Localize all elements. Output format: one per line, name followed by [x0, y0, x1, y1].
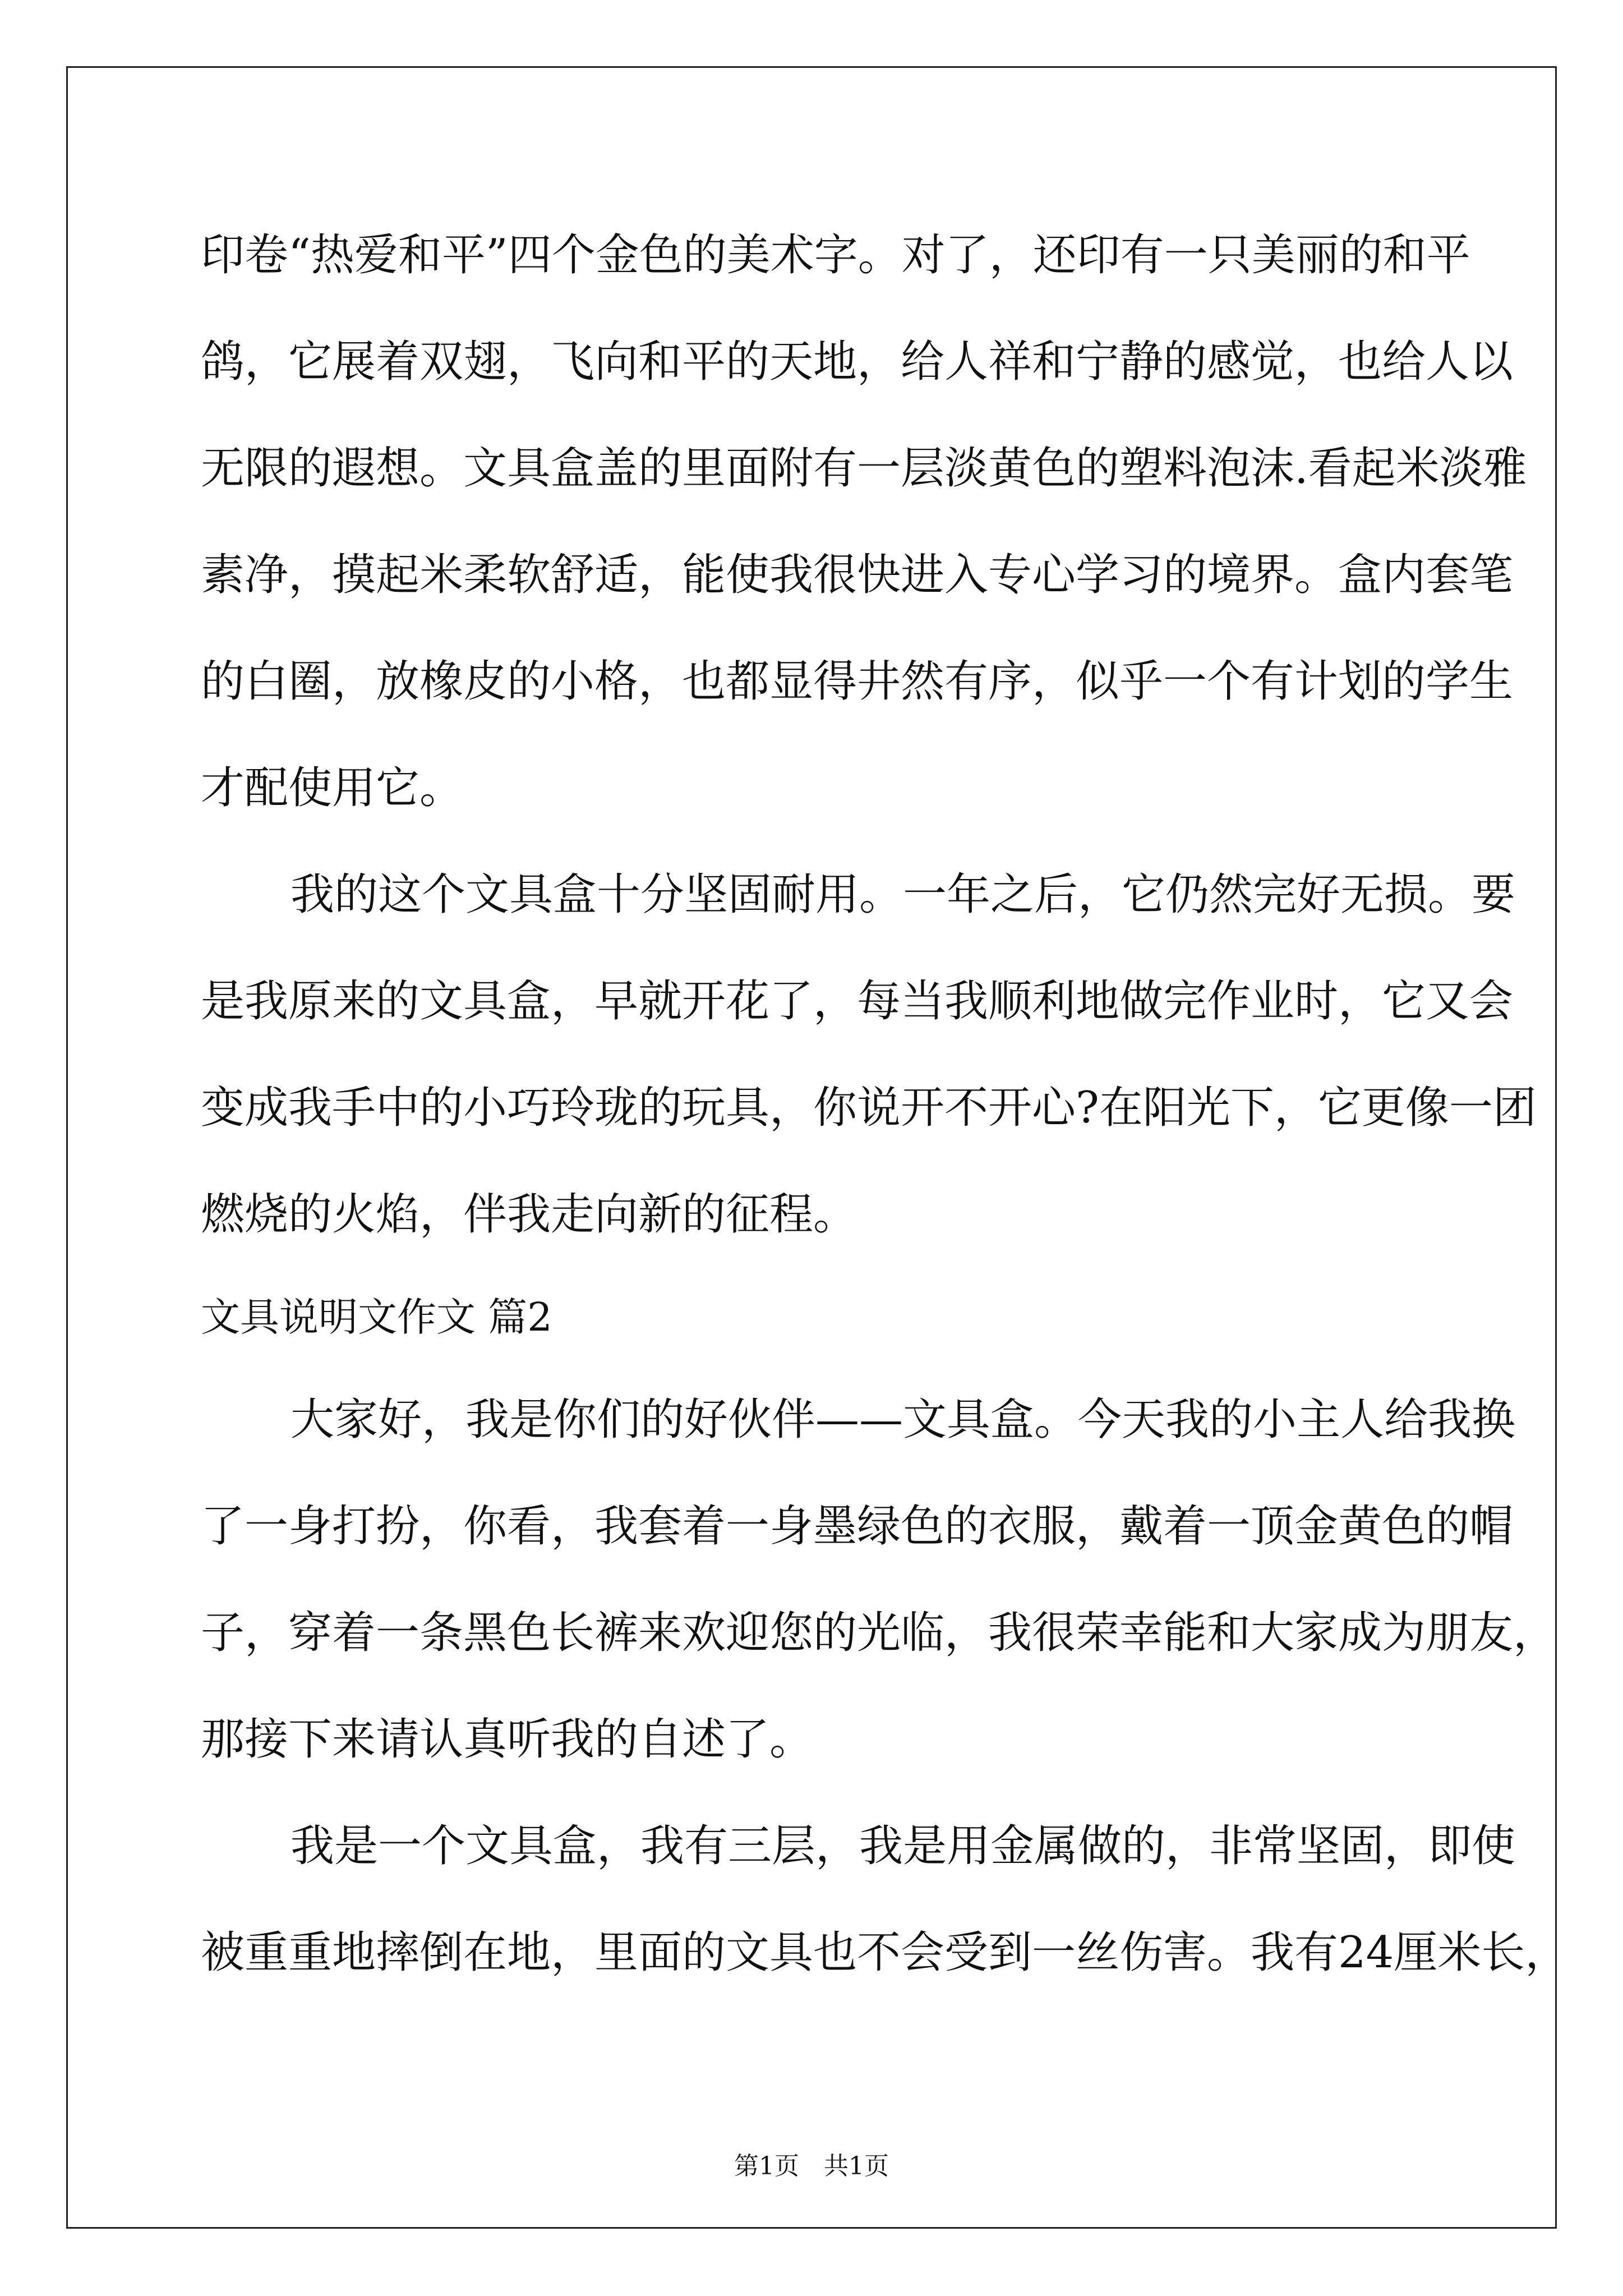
text-line: 鸽，它展着双翅，飞向和平的天地，给人祥和宁静的感觉，也给人以: [201, 337, 1514, 387]
paragraph: [201, 1366, 1557, 1793]
paragraph: [201, 202, 1527, 841]
text-line: 变成我手中的小巧玲珑的玩具，你说开不开心?在阳光下，它更像一团: [201, 1083, 1537, 1133]
page-footer: 第1页 共1页: [734, 2152, 889, 2180]
text-line: 无限的遐想。文具盒盖的里面附有一层淡黄色的塑料泡沫.看起米淡雅: [201, 443, 1527, 494]
text-line: 的白圈，放橡皮的小格，也都显得井然有序，似乎一个有计划的学生: [201, 656, 1514, 707]
document-body: [201, 202, 1569, 2006]
text-line: 子，穿着一条黑色长裤来欢迎您的光临，我很荣幸能和大家成为朋友，: [201, 1608, 1557, 1658]
text-line: 我的这个文具盒十分坚固耐用。一年之后，它仍然完好无损。要: [291, 869, 1516, 920]
section-heading: [201, 1268, 1429, 1366]
text-line: 被重重地摔倒在地，里面的文具也不会受到一丝伤害。我有24厘米长，: [201, 1927, 1569, 1978]
text-line: 燃烧的火焰，伴我走向新的征程。: [201, 1189, 857, 1240]
text-line: 那接下来请认真听我的自述了。: [201, 1714, 814, 1765]
text-line: 印卷“热爱和平”四个金色的美术字。对了，还印有一只美丽的和平: [201, 230, 1470, 280]
text-line: 是我原来的文具盒，早就开花了，每当我顺利地做完作业时，它又会: [201, 976, 1514, 1027]
paragraph: [201, 841, 1537, 1268]
heading-text: 文具说明文作文 篇2: [201, 1294, 552, 1340]
text-line: 才配使用它。: [201, 763, 464, 813]
text-line: 素净，摸起米柔软舒适，能使我很快进入专心学习的境界。盒内套笔: [201, 550, 1514, 600]
paragraph: [201, 1793, 1569, 2006]
text-line: 我是一个文具盒，我有三层，我是用金属做的，非常坚固，即使: [291, 1821, 1516, 1871]
text-line: 了一身打扮，你看，我套着一身墨绿色的衣服，戴着一顶金黄色的帽: [201, 1501, 1514, 1552]
text-line: 大家好，我是你们的好伙伴——文具盒。今天我的小主人给我换: [291, 1395, 1516, 1445]
